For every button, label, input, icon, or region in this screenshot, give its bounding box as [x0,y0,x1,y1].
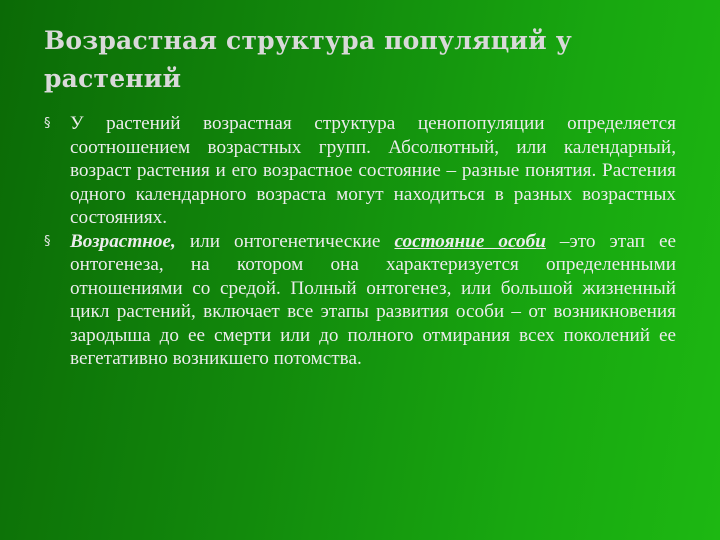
bullet-item [44,112,676,230]
bullet-text-rest: –это этап ее онтогенеза, на котором она характеризуется определенными отношениями со средой. Полный онтогенез, или большой жизненный цикл растений, включает все этапы развития особи – от возникновения зародыша до ее смерти или до полного отмирания всех поколений ее вегетативно возникшего потомства. [70,230,676,369]
slide-title: Возрастная структура популяций у растений [44,26,572,93]
bullet-item [44,230,676,371]
bullet-marker: § [44,116,51,131]
slide-content [44,112,676,371]
bullet-marker: § [44,233,51,249]
bullet-text [70,230,676,371]
bullet-text: У растений возрастная структура ценопопуляции определяется соотношением возрастных групп. Абсолютный, или календарный, возраст растения и его возрастное состояние – разные понятия. Растения одного календарного возраста могут находиться в разных возрастных состояниях. [70,113,676,228]
term-individual-state: состояние особи [394,230,546,252]
bullet-text-mid: или онтогенетические [175,230,395,252]
term-age-state: Возрастное, [70,230,176,252]
